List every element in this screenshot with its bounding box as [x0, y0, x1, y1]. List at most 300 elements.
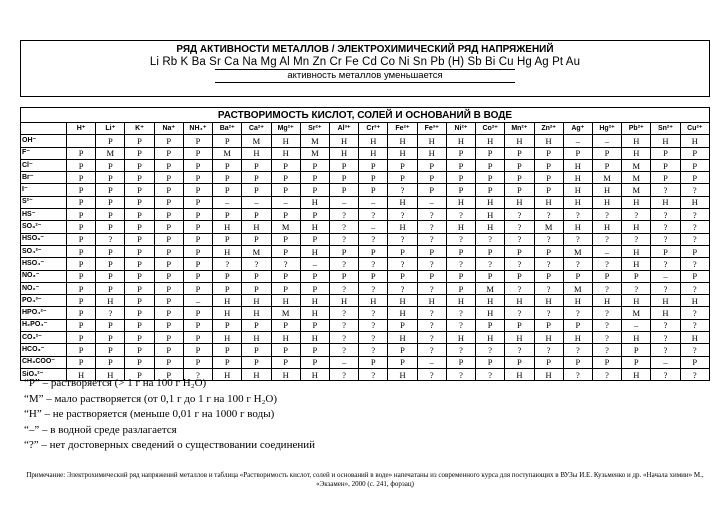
- solubility-cell: Р: [359, 356, 388, 368]
- solubility-cell: Р: [446, 356, 475, 368]
- cation-header: Sr²⁺: [300, 123, 329, 135]
- solubility-cell: [67, 135, 96, 147]
- solubility-cell: Р: [183, 135, 212, 147]
- solubility-cell: ?: [388, 184, 417, 196]
- solubility-cell: Н: [300, 332, 329, 344]
- solubility-cell: Н: [622, 135, 651, 147]
- solubility-cell: Р: [183, 221, 212, 233]
- solubility-cell: Н: [446, 332, 475, 344]
- solubility-cell: Р: [154, 209, 183, 221]
- solubility-cell: ?: [242, 258, 271, 270]
- cation-header: Pb²⁺: [622, 123, 651, 135]
- solubility-cell: Н: [446, 295, 475, 307]
- solubility-cell: Р: [446, 245, 475, 257]
- solubility-cell: Н: [96, 295, 125, 307]
- solubility-cell: Р: [388, 344, 417, 356]
- solubility-cell: Н: [329, 147, 358, 159]
- solubility-cell: Р: [67, 295, 96, 307]
- solubility-cell: Р: [300, 159, 329, 171]
- solubility-cell: М: [534, 221, 563, 233]
- solubility-cell: ?: [388, 233, 417, 245]
- solubility-cell: ?: [417, 233, 446, 245]
- anion-label: F⁻: [21, 147, 67, 159]
- solubility-cell: ?: [534, 282, 563, 294]
- solubility-cell: Р: [534, 147, 563, 159]
- solubility-cell: Н: [563, 332, 592, 344]
- solubility-cell: Р: [271, 319, 300, 331]
- solubility-table: [20, 122, 710, 381]
- solubility-cell: Р: [154, 147, 183, 159]
- solubility-cell: Р: [359, 184, 388, 196]
- solubility-cell: Н: [213, 332, 242, 344]
- solubility-cell: ?: [359, 282, 388, 294]
- solubility-cell: Р: [125, 356, 154, 368]
- cation-header: Cr³⁺: [359, 123, 388, 135]
- solubility-cell: ?: [359, 258, 388, 270]
- solubility-cell: Р: [271, 159, 300, 171]
- cation-header: Sn²⁺: [651, 123, 680, 135]
- solubility-cell: Р: [534, 245, 563, 257]
- table-row: [21, 135, 710, 147]
- cation-header: Ni²⁺: [446, 123, 475, 135]
- solubility-cell: Р: [67, 332, 96, 344]
- solubility-cell: Н: [300, 196, 329, 208]
- solubility-cell: М: [300, 147, 329, 159]
- solubility-cell: Р: [680, 270, 709, 282]
- table-row: [21, 233, 710, 245]
- solubility-cell: –: [592, 245, 621, 257]
- table-row: [21, 307, 710, 319]
- solubility-cell: –: [592, 135, 621, 147]
- solubility-cell: Р: [680, 356, 709, 368]
- solubility-cell: Р: [154, 258, 183, 270]
- solubility-cell: ?: [651, 282, 680, 294]
- solubility-cell: ?: [563, 209, 592, 221]
- solubility-cell: Р: [242, 319, 271, 331]
- solubility-cell: Р: [476, 356, 505, 368]
- solubility-cell: Р: [271, 282, 300, 294]
- solubility-cell: Р: [534, 356, 563, 368]
- solubility-cell: ?: [651, 209, 680, 221]
- solubility-cell: Р: [388, 172, 417, 184]
- solubility-cell: ?: [563, 307, 592, 319]
- solubility-cell: –: [622, 319, 651, 331]
- solubility-cell: Н: [417, 135, 446, 147]
- solubility-cell: ?: [651, 332, 680, 344]
- solubility-cell: Р: [67, 172, 96, 184]
- solubility-cell: ?: [680, 344, 709, 356]
- solubility-cell: Н: [388, 135, 417, 147]
- solubility-cell: ?: [534, 344, 563, 356]
- solubility-cell: Р: [183, 147, 212, 159]
- solubility-cell: Н: [622, 332, 651, 344]
- cation-header: Ba²⁺: [213, 123, 242, 135]
- solubility-cell: ?: [446, 344, 475, 356]
- solubility-cell: –: [300, 258, 329, 270]
- solubility-cell: Р: [183, 172, 212, 184]
- solubility-cell: Н: [680, 196, 709, 208]
- solubility-cell: Р: [505, 319, 534, 331]
- solubility-cell: Р: [505, 245, 534, 257]
- table-row: [21, 270, 710, 282]
- solubility-cell: Н: [680, 135, 709, 147]
- solubility-cell: М: [622, 184, 651, 196]
- solubility-cell: Р: [125, 332, 154, 344]
- table-row: [21, 147, 710, 159]
- solubility-cell: Н: [388, 307, 417, 319]
- solubility-cell: Р: [592, 356, 621, 368]
- cation-header: Cu²⁺: [680, 123, 709, 135]
- solubility-cell: ?: [563, 258, 592, 270]
- solubility-cell: ?: [563, 368, 592, 380]
- solubility-cell: Р: [213, 282, 242, 294]
- solubility-cell: Р: [271, 209, 300, 221]
- cation-header: Fe²⁺: [388, 123, 417, 135]
- solubility-cell: Р: [183, 356, 212, 368]
- solubility-cell: ?: [592, 368, 621, 380]
- solubility-cell: Н: [417, 147, 446, 159]
- solubility-cell: Н: [476, 295, 505, 307]
- solubility-cell: ?: [505, 233, 534, 245]
- solubility-cell: Р: [96, 221, 125, 233]
- solubility-cell: Р: [476, 319, 505, 331]
- solubility-cell: ?: [96, 233, 125, 245]
- table-row: [21, 332, 710, 344]
- solubility-cell: Р: [154, 172, 183, 184]
- solubility-cell: ?: [592, 307, 621, 319]
- solubility-cell: Н: [388, 196, 417, 208]
- solubility-cell: Р: [67, 209, 96, 221]
- solubility-cell: ?: [388, 258, 417, 270]
- solubility-cell: Р: [213, 270, 242, 282]
- solubility-cell: Р: [476, 159, 505, 171]
- solubility-cell: ?: [359, 332, 388, 344]
- solubility-cell: Р: [96, 196, 125, 208]
- solubility-cell: ?: [680, 209, 709, 221]
- solubility-cell: Р: [563, 270, 592, 282]
- activity-series-title: РЯД АКТИВНОСТИ МЕТАЛЛОВ / ЭЛЕКТРОХИМИЧЕСКИЙ РЯД НАПРЯЖЕНИЙ: [176, 44, 554, 55]
- solubility-cell: Р: [183, 245, 212, 257]
- solubility-cell: ?: [329, 344, 358, 356]
- solubility-cell: ?: [680, 233, 709, 245]
- solubility-cell: Н: [300, 245, 329, 257]
- solubility-cell: ?: [417, 368, 446, 380]
- solubility-cell: Р: [242, 172, 271, 184]
- solubility-cell: Р: [592, 159, 621, 171]
- solubility-cell: ?: [417, 319, 446, 331]
- solubility-cell: Р: [96, 332, 125, 344]
- solubility-cell: Н: [563, 159, 592, 171]
- solubility-cell: Р: [417, 245, 446, 257]
- solubility-cell: Р: [242, 159, 271, 171]
- solubility-cell: Н: [534, 135, 563, 147]
- solubility-cell: Р: [388, 159, 417, 171]
- solubility-cell: Н: [446, 196, 475, 208]
- solubility-cell: Р: [183, 184, 212, 196]
- solubility-cell: –: [329, 196, 358, 208]
- solubility-cell: Р: [154, 196, 183, 208]
- solubility-cell: Р: [154, 221, 183, 233]
- solubility-cell: Р: [359, 245, 388, 257]
- solubility-cell: Р: [213, 159, 242, 171]
- solubility-cell: Н: [388, 332, 417, 344]
- solubility-cell: Н: [417, 295, 446, 307]
- solubility-cell: Р: [125, 319, 154, 331]
- solubility-cell: Н: [563, 221, 592, 233]
- solubility-cell: ?: [563, 233, 592, 245]
- solubility-cell: Р: [67, 184, 96, 196]
- solubility-cell: Р: [183, 319, 212, 331]
- solubility-cell: Р: [154, 332, 183, 344]
- solubility-cell: Р: [563, 147, 592, 159]
- solubility-cell: Н: [563, 295, 592, 307]
- solubility-cell: ?: [417, 209, 446, 221]
- solubility-cell: Р: [388, 319, 417, 331]
- solubility-cell: Н: [651, 196, 680, 208]
- solubility-cell: ?: [592, 282, 621, 294]
- solubility-cell: Р: [183, 196, 212, 208]
- solubility-cell: М: [622, 159, 651, 171]
- solubility-cell: Н: [534, 332, 563, 344]
- solubility-cell: Р: [417, 270, 446, 282]
- solubility-cell: Р: [154, 184, 183, 196]
- solubility-cell: Р: [242, 184, 271, 196]
- anion-label: Br⁻: [21, 172, 67, 184]
- solubility-cell: ?: [592, 332, 621, 344]
- table-row: [21, 221, 710, 233]
- solubility-cell: Н: [271, 147, 300, 159]
- solubility-cell: ?: [359, 368, 388, 380]
- cation-header: Mg²⁺: [271, 123, 300, 135]
- solubility-cell: Р: [271, 344, 300, 356]
- solubility-cell: Р: [476, 184, 505, 196]
- table-row: [21, 159, 710, 171]
- solubility-cell: Р: [213, 344, 242, 356]
- solubility-cell: Р: [96, 282, 125, 294]
- solubility-cell: Р: [125, 245, 154, 257]
- solubility-cell: ?: [505, 307, 534, 319]
- solubility-cell: Р: [300, 209, 329, 221]
- solubility-cell: ?: [651, 319, 680, 331]
- solubility-cell: Н: [446, 221, 475, 233]
- solubility-table-title: РАСТВОРИМОСТЬ КИСЛОТ, СОЛЕЙ И ОСНОВАНИЙ В ВОДЕ: [20, 107, 710, 122]
- solubility-cell: Р: [183, 344, 212, 356]
- solubility-cell: Р: [96, 159, 125, 171]
- solubility-cell: Р: [271, 172, 300, 184]
- solubility-cell: М: [476, 282, 505, 294]
- solubility-cell: Н: [534, 368, 563, 380]
- cation-header: Na⁺: [154, 123, 183, 135]
- solubility-cell: М: [622, 172, 651, 184]
- solubility-cell: Р: [622, 270, 651, 282]
- solubility-cell: Р: [67, 196, 96, 208]
- solubility-cell: Р: [67, 270, 96, 282]
- solubility-cell: Н: [67, 368, 96, 380]
- solubility-cell: Р: [154, 245, 183, 257]
- solubility-cell: Н: [359, 135, 388, 147]
- solubility-cell: Н: [271, 135, 300, 147]
- solubility-cell: Р: [680, 172, 709, 184]
- solubility-cell: Р: [67, 307, 96, 319]
- solubility-cell: ?: [329, 258, 358, 270]
- solubility-cell: ?: [651, 221, 680, 233]
- solubility-cell: Н: [359, 147, 388, 159]
- solubility-cell: ?: [271, 258, 300, 270]
- solubility-cell: ?: [680, 221, 709, 233]
- solubility-cell: Р: [446, 270, 475, 282]
- solubility-cell: Р: [271, 233, 300, 245]
- solubility-cell: ?: [446, 233, 475, 245]
- solubility-cell: Н: [329, 295, 358, 307]
- solubility-cell: Р: [563, 356, 592, 368]
- solubility-cell: ?: [622, 209, 651, 221]
- solubility-cell: Р: [96, 135, 125, 147]
- solubility-cell: ?: [329, 282, 358, 294]
- solubility-cell: Р: [96, 344, 125, 356]
- solubility-cell: Р: [213, 233, 242, 245]
- solubility-cell: Н: [388, 368, 417, 380]
- activity-series-metals: Li Rb K Ba Sr Ca Na Mg Al Mn Zn Cr Fe Cd Co Ni Sn Pb (H) Sb Bi Cu Hg Ag Pt Au: [149, 56, 581, 68]
- solubility-cell: Н: [213, 295, 242, 307]
- solubility-cell: Р: [388, 356, 417, 368]
- solubility-cell: Н: [651, 295, 680, 307]
- solubility-cell: ?: [446, 319, 475, 331]
- solubility-cell: –: [417, 356, 446, 368]
- solubility-cell: Р: [125, 147, 154, 159]
- solubility-cell: Р: [534, 172, 563, 184]
- anion-label: CO₃²⁻: [21, 332, 67, 344]
- cation-header: Al³⁺: [329, 123, 358, 135]
- solubility-cell: Р: [651, 172, 680, 184]
- solubility-cell: Р: [622, 356, 651, 368]
- solubility-cell: Н: [271, 295, 300, 307]
- solubility-cell: Р: [125, 159, 154, 171]
- footnote: Примечание: Электрохимический ряд напряжений металлов и таблица «Растворимость кислот, солей и оснований в воде» напечатаны из современного курса для поступающих в ВУЗы И.Е. Кузьменко и др. «Начала химии» М., «Экзамен», 2000 (с. 241, форзац): [26, 471, 704, 488]
- solubility-cell: –: [183, 295, 212, 307]
- solubility-cell: Р: [563, 319, 592, 331]
- solubility-cell: Р: [242, 356, 271, 368]
- solubility-cell: ?: [505, 258, 534, 270]
- solubility-cell: Р: [67, 344, 96, 356]
- solubility-cell: ?: [329, 319, 358, 331]
- solubility-cell: ?: [446, 258, 475, 270]
- solubility-cell: ?: [534, 258, 563, 270]
- solubility-cell: ?: [505, 282, 534, 294]
- table-row: [21, 295, 710, 307]
- anion-label: CH₃COO⁻: [21, 356, 67, 368]
- anion-label: I⁻: [21, 184, 67, 196]
- solubility-cell: Н: [300, 295, 329, 307]
- solubility-cell: Н: [505, 368, 534, 380]
- solubility-cell: Р: [183, 258, 212, 270]
- solubility-cell: ?: [329, 221, 358, 233]
- solubility-cell: Р: [213, 135, 242, 147]
- solubility-cell: Р: [183, 270, 212, 282]
- anion-label: SiO₃²⁻: [21, 368, 67, 380]
- solubility-cell: Р: [359, 172, 388, 184]
- solubility-cell: Р: [505, 147, 534, 159]
- solubility-cell: Р: [329, 172, 358, 184]
- solubility-cell: ?: [417, 344, 446, 356]
- solubility-cell: Р: [154, 319, 183, 331]
- solubility-cell: Р: [271, 184, 300, 196]
- solubility-cell: ?: [329, 368, 358, 380]
- solubility-cell: Р: [96, 258, 125, 270]
- solubility-cell: Н: [534, 295, 563, 307]
- anion-label: S²⁻: [21, 196, 67, 208]
- table-row: [21, 258, 710, 270]
- solubility-cell: Р: [476, 172, 505, 184]
- solubility-cell: ?: [329, 332, 358, 344]
- solubility-cell: Р: [125, 184, 154, 196]
- solubility-cell: ?: [388, 282, 417, 294]
- solubility-cell: Р: [96, 245, 125, 257]
- solubility-cell: ?: [680, 368, 709, 380]
- solubility-cell: Р: [329, 159, 358, 171]
- solubility-cell: ?: [592, 344, 621, 356]
- solubility-cell: Н: [329, 135, 358, 147]
- solubility-cell: Р: [300, 184, 329, 196]
- solubility-cell: ?: [388, 209, 417, 221]
- solubility-cell: ?: [446, 307, 475, 319]
- solubility-cell: –: [329, 356, 358, 368]
- solubility-cell: Н: [300, 221, 329, 233]
- solubility-cell: ?: [329, 307, 358, 319]
- solubility-cell: Р: [242, 344, 271, 356]
- solubility-cell: Р: [125, 172, 154, 184]
- solubility-cell: Р: [125, 135, 154, 147]
- solubility-cell: –: [213, 196, 242, 208]
- anion-label: Cl⁻: [21, 159, 67, 171]
- solubility-cell: ?: [476, 344, 505, 356]
- solubility-cell: Р: [213, 356, 242, 368]
- solubility-cell: Р: [446, 184, 475, 196]
- solubility-cell: Р: [271, 356, 300, 368]
- solubility-cell: ?: [213, 258, 242, 270]
- solubility-cell: Н: [592, 184, 621, 196]
- solubility-cell: Р: [154, 344, 183, 356]
- solubility-cell: Р: [67, 245, 96, 257]
- solubility-cell: Р: [534, 159, 563, 171]
- solubility-cell: Р: [505, 172, 534, 184]
- solubility-cell: Р: [183, 233, 212, 245]
- solubility-cell: Р: [329, 184, 358, 196]
- solubility-cell: Р: [505, 356, 534, 368]
- solubility-cell: Р: [622, 344, 651, 356]
- solubility-cell: Р: [359, 159, 388, 171]
- solubility-cell: Р: [125, 209, 154, 221]
- solubility-cell: Н: [680, 295, 709, 307]
- solubility-cell: Н: [213, 221, 242, 233]
- solubility-cell: Р: [329, 245, 358, 257]
- solubility-cell: –: [271, 196, 300, 208]
- solubility-cell: ?: [505, 221, 534, 233]
- solubility-cell: Н: [563, 196, 592, 208]
- solubility-cell: ?: [417, 282, 446, 294]
- solubility-cell: Р: [651, 147, 680, 159]
- cation-header-row: [21, 123, 710, 135]
- solubility-cell: ?: [651, 184, 680, 196]
- solubility-cell: Р: [183, 307, 212, 319]
- cation-header: Zn²⁺: [534, 123, 563, 135]
- solubility-cell: ?: [359, 307, 388, 319]
- solubility-cell: ?: [359, 319, 388, 331]
- solubility-cell: Р: [183, 159, 212, 171]
- solubility-cell: Р: [183, 332, 212, 344]
- solubility-cell: Р: [67, 147, 96, 159]
- solubility-cell: Н: [505, 295, 534, 307]
- solubility-cell: Р: [96, 172, 125, 184]
